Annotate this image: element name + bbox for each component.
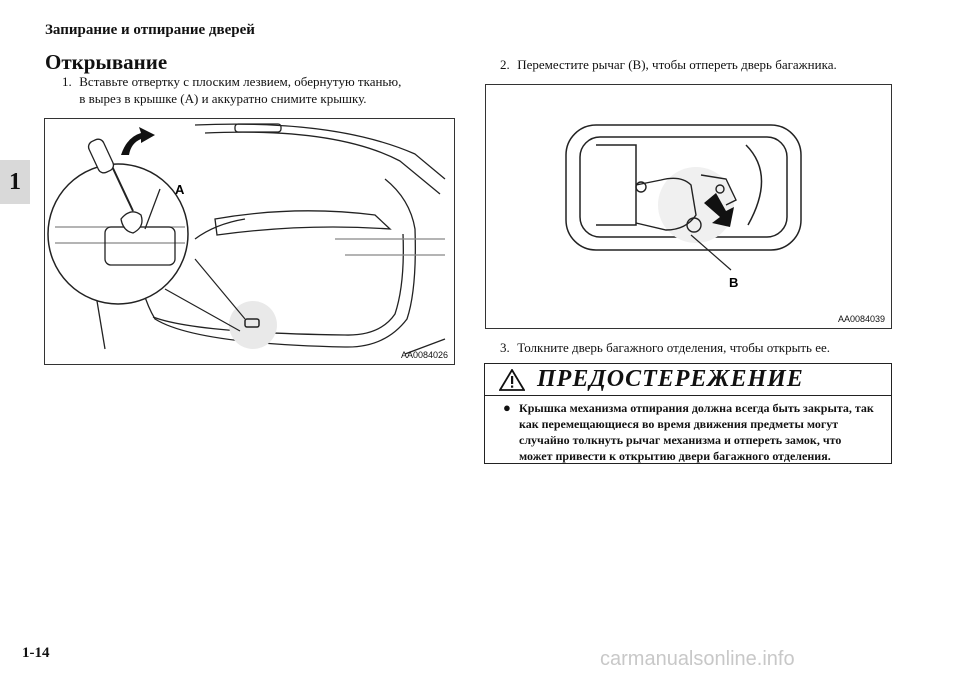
warning-line: случайно толкнуть рычаг механизма и отпереть замок, что bbox=[519, 433, 842, 447]
warning-title: ПРЕДОСТЕРЕЖЕНИЕ bbox=[537, 366, 804, 392]
step-number: 2. bbox=[500, 57, 510, 72]
warning-triangle-icon bbox=[499, 369, 525, 391]
figure-code: AA0084039 bbox=[837, 314, 885, 324]
tailgate-illustration bbox=[45, 119, 455, 365]
chapter-tab: 1 bbox=[0, 160, 30, 204]
warning-line: как перемещающиеся во время движения предметы могут bbox=[519, 417, 839, 431]
step-text: Толкните дверь багажного отделения, чтобы открыть ее. bbox=[517, 340, 830, 355]
watermark: carmanualsonline.info bbox=[600, 648, 795, 670]
figure-code: AA0084026 bbox=[400, 350, 448, 360]
step-2 bbox=[500, 56, 837, 73]
step-3 bbox=[500, 339, 830, 356]
figure-lever bbox=[485, 84, 892, 329]
figure-label-b: B bbox=[729, 275, 739, 290]
step-1 bbox=[62, 73, 401, 107]
warning-header bbox=[485, 364, 891, 396]
step-text bbox=[79, 73, 401, 107]
step-text-line: Вставьте отвертку с плоским лезвием, обернутую тканью, bbox=[79, 74, 402, 89]
step-number: 3. bbox=[500, 340, 510, 355]
step-text-line: в вырез в крышке (А) и аккуратно снимите крышку. bbox=[79, 91, 367, 106]
figure-tailgate bbox=[44, 118, 455, 365]
page-number: 1-14 bbox=[22, 645, 50, 661]
warning-text bbox=[519, 400, 883, 464]
step-number: 1. bbox=[62, 74, 72, 89]
section-title: Открывание bbox=[45, 50, 168, 74]
lever-illustration bbox=[486, 85, 892, 329]
header-title: Запирание и отпирание дверей bbox=[45, 22, 255, 38]
step-text: Переместите рычаг (В), чтобы отпереть дверь багажника. bbox=[517, 57, 837, 72]
warning-line: может привести к открытию двери багажного отделения. bbox=[519, 449, 831, 463]
figure-label-a: A bbox=[175, 182, 185, 197]
bullet-icon: ● bbox=[503, 400, 511, 415]
warning-box bbox=[484, 363, 892, 464]
warning-line: Крышка механизма отпирания должна всегда быть закрыта, так bbox=[519, 401, 874, 415]
warning-body bbox=[503, 400, 883, 464]
